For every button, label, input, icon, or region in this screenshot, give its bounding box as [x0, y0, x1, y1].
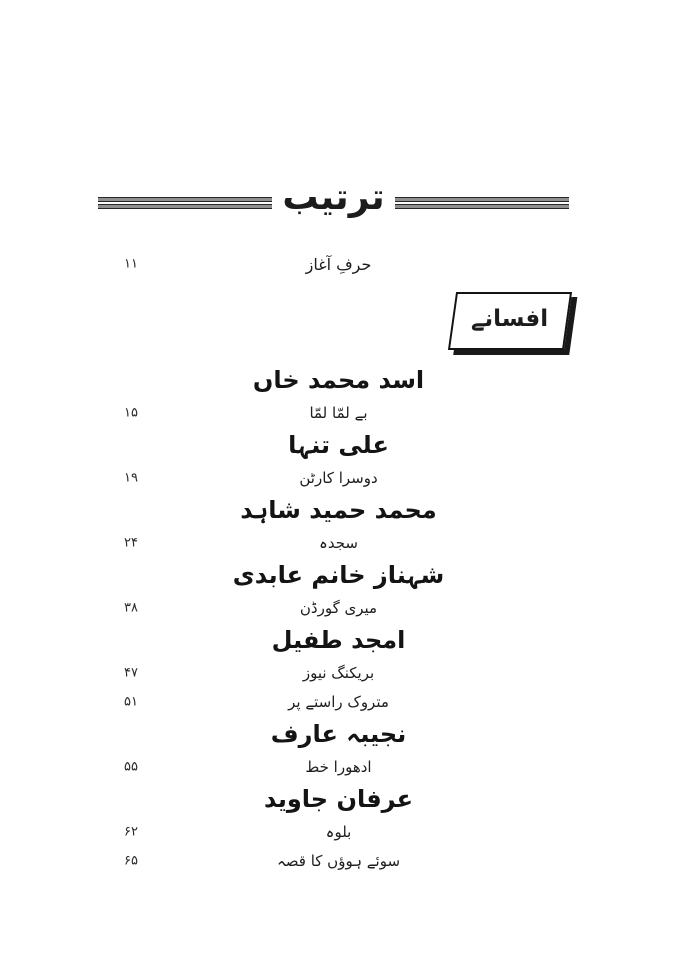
story-title: بلوہ — [325, 822, 352, 841]
page-title: ترتیب — [282, 177, 385, 218]
page-number: ۱۵ — [124, 405, 138, 420]
story-row — [0, 463, 677, 492]
story-row — [0, 658, 677, 687]
story-row — [0, 593, 677, 622]
header-rule-left — [98, 197, 272, 209]
author-row — [0, 622, 677, 658]
page-number: ۲۴ — [124, 535, 138, 550]
author-row — [0, 492, 677, 528]
page-number: ۵۱ — [124, 694, 138, 709]
preface-title: حرفِ آغاز — [305, 254, 372, 274]
author-name: امجد طفیل — [271, 626, 406, 654]
story-title: بے لمّا لمّا — [309, 403, 368, 422]
page-number: ۵۵ — [124, 759, 138, 774]
rule-bar — [395, 204, 569, 209]
header-rule-right — [395, 197, 569, 209]
story-title: بریکنگ نیوز — [302, 663, 375, 682]
story-row — [0, 398, 677, 427]
page-number: ۴۷ — [124, 665, 138, 680]
story-row — [0, 817, 677, 846]
preface-row — [0, 250, 677, 278]
author-name: علی تنہا — [288, 431, 389, 459]
page-number: ۳۸ — [124, 600, 138, 615]
author-row — [0, 557, 677, 593]
page-number: ۶۵ — [124, 853, 138, 868]
story-row — [0, 528, 677, 557]
author-name: عرفان جاوید — [264, 785, 413, 813]
story-title: سجدہ — [319, 533, 358, 552]
toc-header — [0, 178, 677, 228]
author-name: نجیبہ عارف — [270, 720, 407, 748]
story-row — [0, 752, 677, 781]
story-row — [0, 687, 677, 716]
author-name: شہناز خانم عابدی — [232, 561, 445, 589]
rule-bar — [98, 204, 272, 209]
author-row — [0, 781, 677, 817]
rule-bar — [98, 197, 272, 202]
author-name: محمد حمید شاہد — [240, 496, 437, 524]
story-title: متروک راستے پر — [288, 692, 389, 711]
author-row — [0, 716, 677, 752]
author-row — [0, 362, 677, 398]
author-row — [0, 427, 677, 463]
page-number: ۱۹ — [124, 470, 138, 485]
story-title: دوسرا کارٹن — [299, 468, 378, 487]
section-label: افسانے — [471, 306, 549, 332]
page-number: ۱۱ — [124, 256, 138, 272]
page-number: ۶۲ — [124, 824, 138, 839]
rule-bar — [395, 197, 569, 202]
story-title: سوئے ہوؤں کا قصہ — [276, 851, 401, 870]
story-row — [0, 846, 677, 875]
toc-entries — [0, 362, 677, 875]
stories-section-box — [448, 292, 572, 350]
story-title: ادھورا خط — [305, 757, 372, 776]
author-name: اسد محمد خاں — [252, 366, 425, 394]
story-title: میری گورڈن — [299, 598, 378, 617]
